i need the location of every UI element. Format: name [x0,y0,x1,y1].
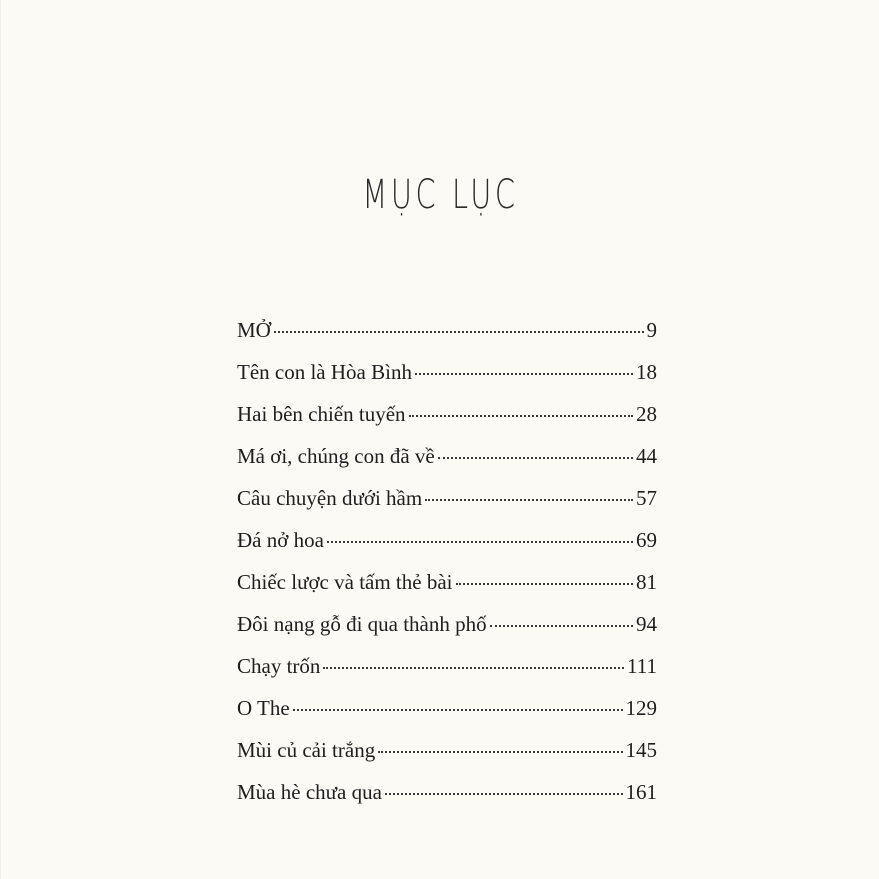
toc-entry [237,486,657,528]
toc-entry-title: Mùi củ cải trắng [237,738,376,762]
dot-leader [327,541,633,543]
dot-leader [415,373,633,375]
toc-entry [237,780,657,822]
toc-entry-page: 94 [636,612,657,636]
toc-entry-page: 57 [636,486,657,510]
toc-entry-page: 129 [625,696,657,720]
dot-leader [425,499,633,501]
dot-leader [385,793,623,795]
dot-leader [490,625,633,627]
toc-entry [237,570,657,612]
toc-entry-page: 44 [636,444,657,468]
toc-entry-title: Má ơi, chúng con đã về [237,444,435,468]
toc-entry [237,654,657,696]
page-title: MỤC LỤC [362,172,519,218]
toc-entry-page: 18 [636,360,657,384]
toc-entry-page: 28 [636,402,657,426]
toc-entry-title: MỞ [237,318,271,342]
toc-entry [237,444,657,486]
table-of-contents [237,318,657,822]
toc-entry-page: 9 [646,318,657,342]
dot-leader [323,667,624,669]
toc-entry-title: Chạy trốn [237,654,321,678]
toc-entry-title: Đôi nạng gỗ đi qua thành phố [237,612,487,636]
toc-entry-page: 145 [625,738,657,762]
toc-entry [237,402,657,444]
dot-leader [378,751,622,753]
dot-leader [293,709,623,711]
toc-entry [237,738,657,780]
toc-entry [237,528,657,570]
toc-entry-page: 69 [636,528,657,552]
toc-entry-title: Tên con là Hòa Bình [237,360,412,384]
dot-leader [438,457,633,459]
toc-entry-page: 161 [625,780,657,804]
toc-entry-page: 81 [636,570,657,594]
dot-leader [456,583,634,585]
toc-entry [237,612,657,654]
dot-leader [409,415,633,417]
toc-entry [237,318,657,360]
toc-entry [237,696,657,738]
toc-entry-title: Mùa hè chưa qua [237,780,382,804]
toc-entry-title: Câu chuyện dưới hầm [237,486,423,510]
toc-entry-title: Chiếc lược và tấm thẻ bài [237,570,453,594]
toc-entry [237,360,657,402]
toc-entry-page: 111 [627,654,657,678]
toc-entry-title: Đá nở hoa [237,528,324,552]
dot-leader [274,331,644,333]
toc-entry-title: O The [237,696,290,720]
toc-entry-title: Hai bên chiến tuyến [237,402,406,426]
